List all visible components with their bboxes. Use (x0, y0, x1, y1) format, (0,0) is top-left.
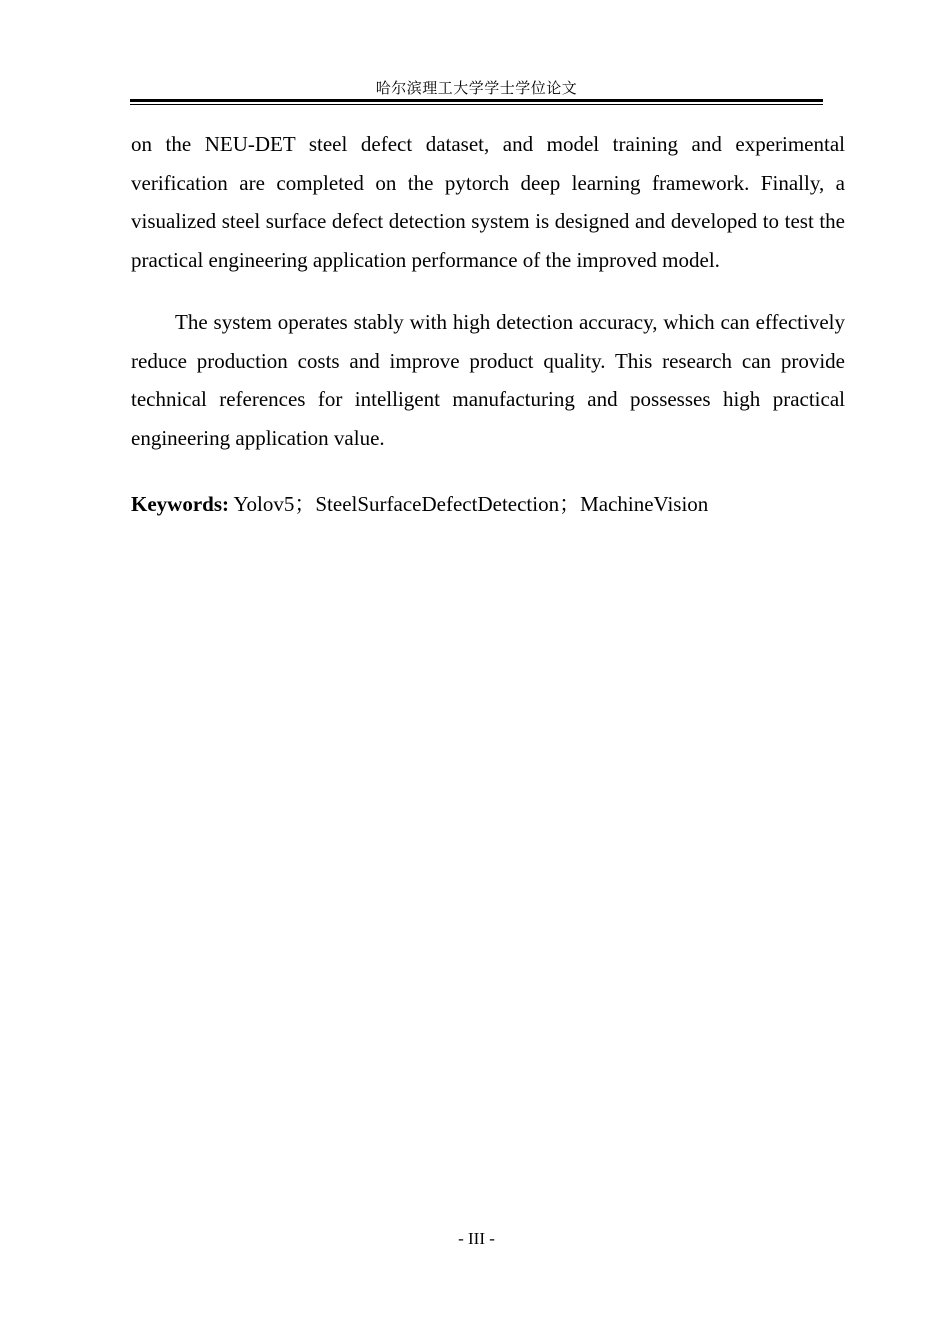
page-number: - III - (458, 1229, 495, 1248)
abstract-paragraph-2: The system operates stably with high detection accuracy, which can effectively reduce production costs and improve product quality. This research can provide technical references for intelligent manufacturing and possesses high practical engineering application value. (131, 310, 845, 450)
keywords-values: Yolov5；SteelSurfaceDefectDetection；MachineVision (233, 492, 709, 516)
running-header-title: 哈尔滨理工大学学士学位论文 (375, 79, 578, 97)
abstract-paragraph-1: on the NEU-DET steel defect dataset, and model training and experimental verification are completed on the pytorch deep learning framework. Finally, a visualized steel surface defect detection system is designed and developed to test the practical engineering application performance of the improved model. (131, 132, 845, 272)
header-rule-thin (130, 104, 823, 105)
header-rule-thick (130, 99, 823, 102)
keywords-label: Keywords: (131, 492, 229, 516)
keywords-line (131, 485, 845, 523)
